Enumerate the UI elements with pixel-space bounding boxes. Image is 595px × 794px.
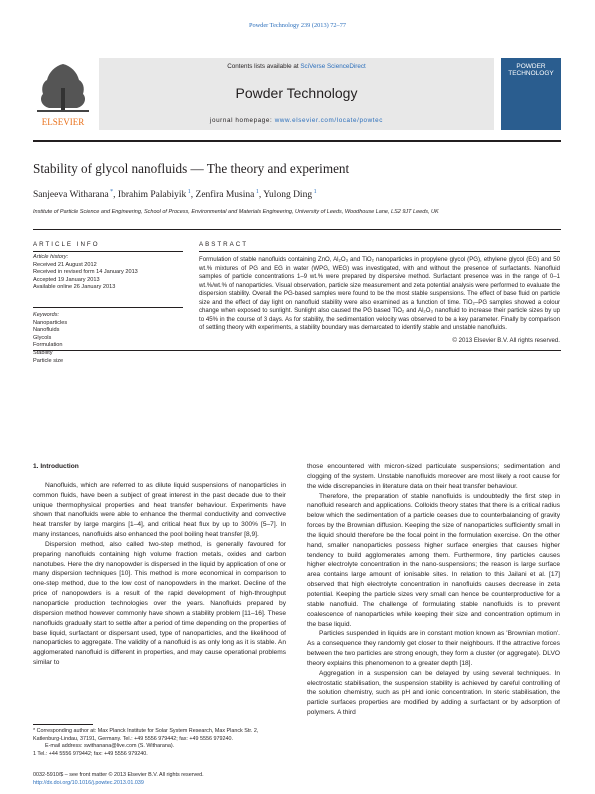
paragraph: Nanofluids, which are referred to as dilute liquid suspensions of nanoparticles in common fluids, have been a subject of great interest in the past decade due to their unique thermophysical properties and heat transfer behaviour. Experiments have shown that nanofluids were able to enhance the thermal conductivity and convective heat transfer by large margins [1–4], and critical heat flux by up to 300% [5–7]. In many instances, nanofluids also enhanced the pool boiling heat transfer [8,9].: [33, 481, 286, 539]
keywords-block: [33, 312, 183, 365]
paragraph: Dispersion method, also called two-step method, is generally favoured for preparing nanofluids containing high volume fraction metals, oxides and carbon nanotubes. Here the dry nanopowder is dispersed in the liquid by application of one or many dispersion techniques [10]. This method is more economical in comparison to one-step method, due to the low cost of nanopowders in the market. Decline of the price of nanopowders is a result of the rapid development of high-throughput nanoparticle production technologies over the years. Nanofluids prepared by dispersion method however commonly have shown a stability problem [11–16]. These nanofluids gradually start to settle after a period of time depending on the properties of base liquid, surfactant or dispersant used, type of nanoparticles, and the likelihood of nanoparticles to aggregate. The validity of a nanofluid is as only long as it is stable. An agglomerated nanofluid is different in properties, and may cause operational problems similar to: [33, 540, 286, 667]
author-name: Yulong Ding: [263, 190, 313, 201]
doi-link[interactable]: http://dx.doi.org/10.1016/j.powtec.2013.01.039: [33, 779, 144, 786]
keyword: Nanofluids: [33, 327, 60, 334]
article-info-heading: ARTICLE INFO: [33, 241, 100, 248]
paragraph: those encountered with micron-sized particulate suspensions; sedimentation and clogging of the system. Unstable nanofluids moreover are most likely a root cause for the wide discrepancies in literature data on their heat transfer behaviour.: [307, 463, 560, 490]
keyword: Nanoparticles: [33, 319, 68, 326]
keyword: Stability: [33, 349, 53, 356]
publisher-name: ELSEVIER: [41, 117, 85, 127]
author-name: Sanjeeva Witharana: [33, 190, 109, 201]
history-item: Available online 26 January 2013: [33, 284, 116, 291]
author-mark: *: [108, 189, 114, 195]
keyword: Formulation: [33, 342, 63, 349]
footnote: 1 Tel.: +44 5556 979442; fax: +49 5556 979240.: [33, 750, 148, 757]
divider: [33, 229, 561, 230]
header-divider: [33, 140, 561, 142]
author-list: Sanjeeva Witharana *, Ibrahim Palabiyik $^1$, Zenfira Musina $^1$, Yulong Ding $^1$: [33, 189, 317, 201]
homepage-prefix: journal homepage:: [209, 117, 275, 124]
elsevier-logo: [33, 58, 93, 130]
abstract-copyright: © 2013 Elsevier B.V. All rights reserved.: [452, 337, 560, 344]
paragraph: Aggregation in a suspension can be delayed by using several techniques. In electrostatic stabilisation, the suspension stability is achieved by careful controlling of the solution chemistry, such as pH and ionic concentration. In steric stabilisation, the particle surfaces properties are modified by adding a surfactant or by adsorption of polymers. A third: [307, 669, 560, 717]
section-heading: 1. Introduction: [33, 463, 79, 470]
divider: [33, 251, 183, 252]
author-mark: 1: [186, 189, 191, 195]
article-title: Stability of glycol nanofluids — The theory and experiment: [33, 161, 350, 176]
author-name: Zenfira Musina: [195, 190, 255, 201]
homepage-link[interactable]: www.elsevier.com/locate/powtec: [274, 117, 383, 124]
cover-title: POWDER TECHNOLOGY: [508, 63, 554, 77]
history-item: Received in revised form 14 January 2013: [33, 269, 138, 276]
footnote-divider: [33, 724, 93, 725]
divider: [33, 307, 183, 308]
keyword: Glycols: [33, 334, 52, 341]
history-item: Accepted 19 January 2013: [33, 276, 100, 283]
footnote: E-mail address: swithanana@live.com (S. Witharana).: [45, 743, 175, 749]
journal-homepage: [99, 117, 494, 124]
keyword: Particle size: [33, 357, 64, 364]
abstract-text: Formulation of stable nanofluids containing ZnO, Al₂O₃ and TiO₂ nanoparticles in propylene glycol (PG), ethylene glycol (EG) and 50 wt.% mixtures of PG and EG in water (WPG, WEG) was investigated, with and without the presence of surfactants. Nanofluid samples of particle concentrations 1–9 wt.% were prepared by dispersive method. Surfactant presence was in the range of 0–1 wt.%/wt.% of nanoparticles. Visual observation, particle size measurement and zeta potential analysis were performed to evaluate the dispersion stability. Overall the PG-based samples were found to be the most stable suspensions. The effect of base fluid on particle size and the effect of day light on nanofluid stability were also examined as a function of time. TiO₂–PG samples showed a colour change when exposed to sunlight. Sunlight also caused the PG based TiO₂ and Al₂O₃ nanofluid to increase their particle sizes by up to 45% in the course of 3 days. As for stability, the sedimentation velocity was observed to be a key parameter. Finally by comparison of settling theory with experiments, a stability boundary was demarcated to identify stable and unstable nanofluids.: [199, 256, 560, 331]
footnotes: [33, 728, 286, 758]
sciencedirect-link[interactable]: SciVerse ScienceDirect: [300, 63, 366, 70]
author-mark: 1: [254, 189, 259, 195]
history-label: Article history:: [33, 254, 69, 260]
affiliation: Institute of Particle Science and Engineering, School of Process, Environmental and Materials Engineering, University of Leeds, Woodhouse Lane, LS2 9JT Leeds, UK: [33, 209, 439, 215]
author-mark: 1: [312, 189, 317, 195]
page-footer: [33, 772, 333, 787]
footnote: * Corresponding author at: Max Planck Institute for Solar System Research, Max Planck Str. 2, Katlenburg-Lindau, 37191, Germany. Tel.: +49 5556 979442; fax: +49 5556 979240.: [33, 728, 259, 742]
journal-name: Powder Technology: [235, 85, 358, 101]
history-item: Received 21 August 2012: [33, 261, 97, 268]
body-left-column: [33, 462, 286, 668]
divider: [199, 251, 560, 252]
abstract-heading: ABSTRACT: [199, 241, 249, 248]
contents-prefix: Contents lists available at: [227, 63, 301, 70]
contents-line: [99, 63, 494, 70]
author-name: Ibrahim Palabiyik: [117, 190, 187, 201]
article-history: [33, 254, 183, 292]
keywords-label: Keywords:: [33, 312, 60, 318]
divider: [33, 350, 561, 351]
issn-line: 0032-5910/$ – see front matter © 2013 Elsevier B.V. All rights reserved.: [33, 772, 204, 778]
journal-reference: Powder Technology 239 (2013) 72–77: [248, 22, 347, 29]
paragraph: Therefore, the preparation of stable nanofluids is undoubtedly the first step in nanofluid research and applications. Colloids theory states that there is a critical radius below which the sedimentation of a particle ceases due to counterbalancing of gravity forces by the Brownian diffusion. Keeping the size of nanoparticles sufficiently small in the liquid should therefore be the focal point in the formulation exercise. On the other hand, smaller nanoparticles possess higher surface energies that causes higher tendency to build agglomerates among them. Furthermore, tiny particles causes higher electrolyte concentration in the nano-suspensions; the reason is large surface area contains large amount of ionisable sites. In relation to this Jailani et al. [17] observed that high electrolyte concentration in nanofluids causes decrease in zeta potential. Keeping the particle sizes very small can hence be counterproductive for a stable nanofluid. The challenge of formulating stable nanofluids is to prevent coalescence of nanoparticles while keeping their size and concentration optimum in the base liquid.: [307, 492, 560, 628]
paragraph: Particles suspended in liquids are in constant motion known as 'Brownian motion'. As a consequence they randomly get closer to their neighbours. If the attractive forces between the two particles are strong enough, they form a cluster (or aggregate). DLVO theory explains this phenomenon to a greater depth [18].: [307, 630, 560, 667]
body-right-column: [307, 462, 560, 718]
